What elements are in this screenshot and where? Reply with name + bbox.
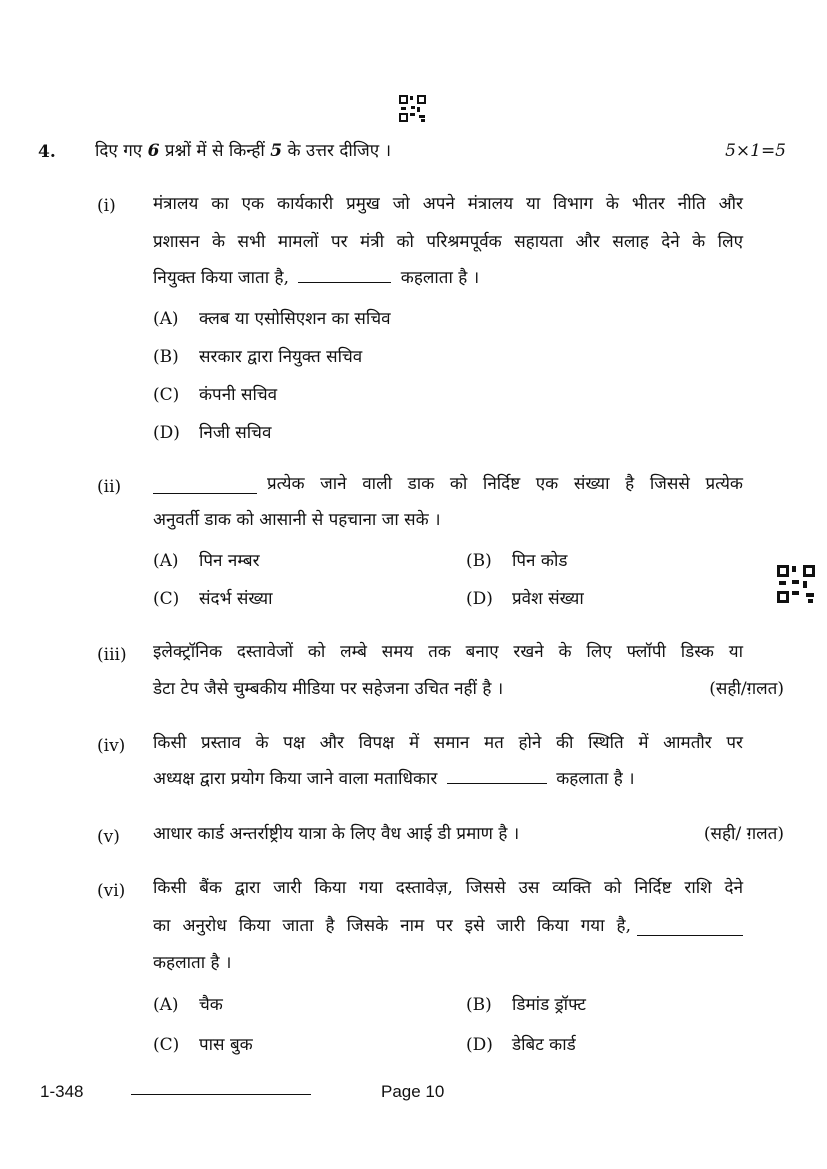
option-text: डेबिट कार्ड	[512, 1035, 576, 1055]
footer-rule	[131, 1094, 311, 1095]
option-label: (B)	[466, 551, 492, 571]
option-label: (D)	[466, 1035, 493, 1055]
subq-iii-true-false: (सही/ग़लत)	[709, 679, 784, 699]
subq-vi-line-3: कहलाता है ।	[153, 953, 232, 973]
option-text: डिमांड ड्रॉफ्ट	[512, 995, 586, 1015]
subq-ii-line-1-post: प्रत्येक जाने वाली डाक को निर्दिष्ट एक संख्या है जिससे प्रत्येक	[267, 474, 743, 494]
option-label: (C)	[153, 1035, 180, 1055]
subq-vi-line-2-pre: का अनुरोध किया जाता है जिसके नाम पर इसे जारी किया गया है,	[153, 916, 631, 936]
subq-v-true-false: (सही/ ग़लत)	[703, 824, 784, 844]
subq-iii-line-2: डेटा टेप जैसे चुम्बकीय मीडिया पर सहेजना उचित नहीं है ।	[153, 679, 504, 699]
subq-iv-line-2-pre: अध्यक्ष द्वारा प्रयोग किया जाने वाला मताधिकार	[153, 769, 438, 789]
subq-i-option-a	[153, 306, 391, 329]
option-label: (A)	[153, 309, 179, 329]
option-text: निजी सचिव	[199, 423, 272, 443]
option-text: संदर्भ संख्या	[199, 589, 273, 609]
option-text: पिन नम्बर	[199, 551, 260, 571]
answer-blank	[298, 268, 391, 283]
subq-ii-option-d	[466, 586, 584, 609]
option-label: (D)	[153, 423, 180, 443]
option-label: (B)	[153, 347, 179, 367]
instruction-text-2: प्रश्नों में से किन्हीं	[159, 141, 271, 161]
subq-i-line-1: मंत्रालय का एक कार्यकारी प्रमुख जो अपने मंत्रालय या विभाग के भीतर नीति और	[153, 194, 743, 214]
instruction-text-3: के उत्तर दीजिए ।	[282, 141, 392, 161]
subq-vi-option-a	[153, 992, 223, 1015]
subq-vi-number: (vi)	[97, 881, 126, 901]
option-text: पिन कोड	[512, 551, 568, 571]
subq-ii-option-b	[466, 548, 567, 571]
subq-i-number: (i)	[97, 196, 116, 216]
option-text: चैक	[199, 995, 223, 1015]
option-text: कंपनी सचिव	[199, 385, 278, 405]
subq-i-option-b	[153, 344, 362, 367]
option-text: पास बुक	[199, 1035, 253, 1055]
instruction-text-1: दिए गए	[95, 141, 148, 161]
subq-v-line-1: आधार कार्ड अन्तर्राष्ट्रीय यात्रा के लिए वैध आई डी प्रमाण है ।	[153, 824, 520, 844]
subq-i-line-3	[153, 268, 479, 288]
option-label: (C)	[153, 589, 180, 609]
option-text: क्लब या एसोसिएशन का सचिव	[199, 309, 391, 329]
question-marks: 5×1=5	[725, 141, 786, 161]
subq-iv-number: (iv)	[97, 736, 126, 756]
subq-i-option-c	[153, 382, 277, 405]
subq-ii-line-1	[153, 474, 743, 494]
answer-blank	[637, 921, 743, 936]
option-label: (B)	[466, 995, 492, 1015]
answer-blank	[153, 479, 257, 494]
qr-code-top	[399, 95, 426, 122]
subq-iii-line-1: इलेक्ट्रॉनिक दस्तावेजों को लम्बे समय तक बनाए रखने के लिए फ्लॉपी डिस्क या	[153, 642, 743, 662]
subq-ii-option-c	[153, 586, 273, 609]
subq-ii-number: (ii)	[97, 477, 122, 497]
subq-i-line-3-post: कहलाता है ।	[400, 268, 480, 288]
question-number: 4.	[38, 142, 56, 162]
subq-vi-line-2	[153, 916, 743, 936]
subq-vi-option-d	[466, 1032, 576, 1055]
page-code: 1-348	[40, 1082, 84, 1101]
instruction-count-answer: 5	[270, 141, 283, 161]
subq-iv-line-2-post: कहलाता है ।	[556, 769, 635, 789]
subq-ii-option-a	[153, 548, 260, 571]
subq-v-number: (v)	[97, 827, 120, 847]
subq-vi-line-1: किसी बैंक द्वारा जारी किया गया दस्तावेज़, जिससे उस व्यक्ति को निर्दिष्ट राशि देने	[153, 878, 743, 898]
option-label: (D)	[466, 589, 493, 609]
answer-blank	[447, 769, 547, 784]
subq-vi-option-c	[153, 1032, 253, 1055]
subq-i-line-2: प्रशासन के सभी मामलों पर मंत्री को परिश्रमपूर्वक सहायता और सलाह देने के लिए	[153, 232, 743, 252]
instruction-count-total: 6	[147, 141, 160, 161]
subq-i-line-3-pre: नियुक्त किया जाता है,	[153, 268, 289, 288]
page-number: Page 10	[381, 1082, 445, 1101]
option-text: प्रवेश संख्या	[512, 589, 584, 609]
subq-vi-option-b	[466, 992, 586, 1015]
subq-iv-line-1: किसी प्रस्ताव के पक्ष और विपक्ष में समान मत होने की स्थिति में आमतौर पर	[153, 733, 743, 753]
subq-iv-line-2	[153, 769, 635, 789]
option-text: सरकार द्वारा नियुक्त सचिव	[199, 347, 363, 367]
subq-i-option-d	[153, 420, 271, 443]
subq-iii-number: (iii)	[97, 645, 127, 665]
option-label: (A)	[153, 995, 179, 1015]
question-instruction	[95, 141, 391, 161]
option-label: (C)	[153, 385, 180, 405]
option-label: (A)	[153, 551, 179, 571]
qr-code-side	[777, 565, 815, 603]
subq-ii-line-2: अनुवर्ती डाक को आसानी से पहचाना जा सके ।	[153, 510, 441, 530]
